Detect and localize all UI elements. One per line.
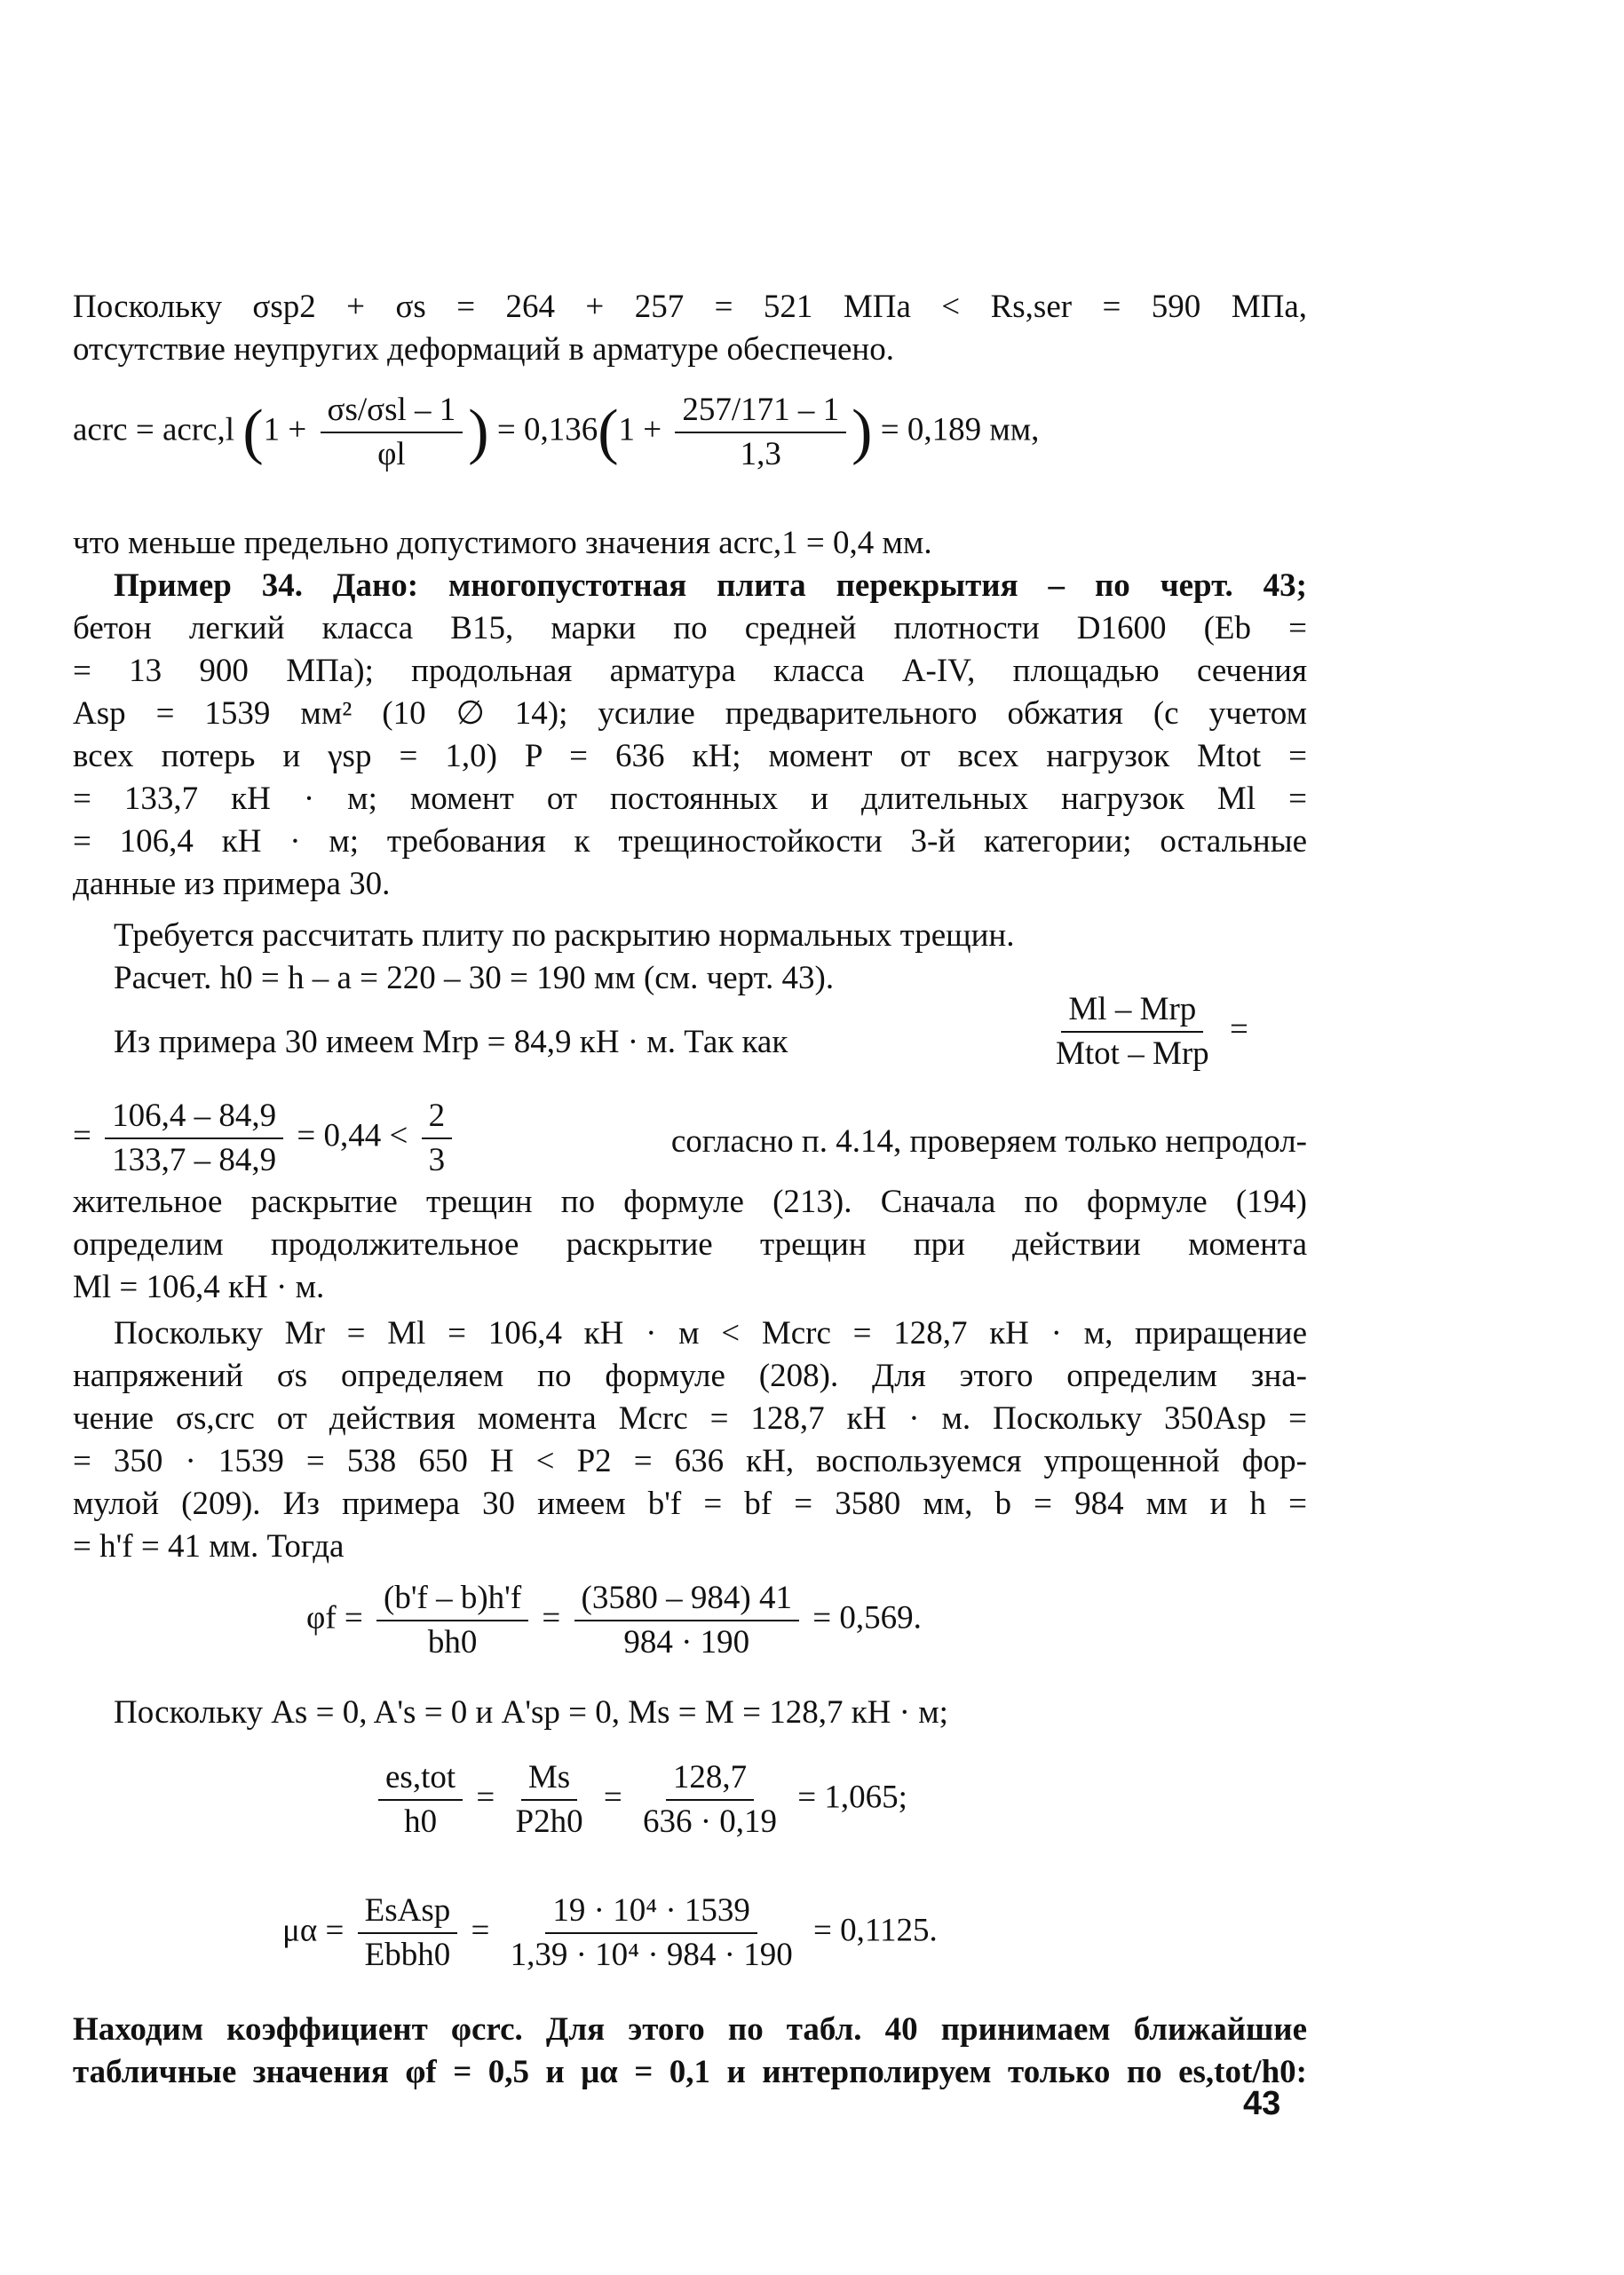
equation-es: $\frac{\text{es,tot}}{h0}$ = $\frac{Ms}{P2h0}$ = $\frac{128,7}{636 \cdot 0,19}$ = 1,065; (373, 1758, 907, 1842)
text-line: жительное раскрытие трещин по формуле (213). Сначала по формуле (194) (73, 1184, 1307, 1220)
text-line: Расчет. h0 = h – a = 220 – 30 = 190 мм (см. черт. 43). (114, 960, 835, 996)
eq-num: Ms (521, 1758, 577, 1801)
text-line: что меньше предельно допустимого значения acrc,1 = 0,4 мм. (73, 525, 932, 561)
eq-num: 128,7 (666, 1758, 754, 1801)
eq-num: Ml – Mrp (1061, 990, 1203, 1033)
eq-den: Mtot – Mrp (1056, 1035, 1209, 1072)
text-line: Asp = 1539 мм² (10 ∅ 14); усилие предварительного обжатия (с учетом (73, 695, 1307, 732)
eq-mid: = 0,44 < (297, 1117, 408, 1154)
eq-num: 19 · 10⁴ · 1539 (545, 1891, 757, 1934)
eq-num: σs/σsl – 1 (321, 391, 463, 433)
text-line: = 350 · 1539 = 538 650 Н < P2 = 636 кН, воспользуемся упрощенной фор- (73, 1443, 1307, 1479)
equation-ratio-lhs: $\frac{\text{Ml – Mrp}}{\text{Mtot – Mrp}}$ = (1043, 990, 1248, 1074)
text-line: определим продолжительное раскрытие трещин при действии момента (73, 1226, 1307, 1263)
eq-num: 2 (422, 1097, 453, 1139)
eq-den: Ebbh0 (364, 1937, 451, 1973)
text-line: согласно п. 4.14, проверяем только непродол- (670, 1123, 1307, 1160)
text-line: напряжений σs определяем по формуле (208). Для этого определим зна- (73, 1358, 1307, 1394)
text-line: Поскольку As = 0, A's = 0 и A'sp = 0, Ms = M = 128,7 кН · м; (114, 1694, 948, 1731)
eq-den: 636 · 0,19 (642, 1803, 778, 1840)
eq-lhs: μα = (282, 1912, 345, 1949)
eq-den: 133,7 – 84,9 (112, 1142, 277, 1178)
text-line: табличные значения φf = 0,5 и μα = 0,1 и интерполируем только по es,tot/h0: (73, 2054, 1307, 2090)
eq-num: 257/171 – 1 (675, 391, 846, 433)
equation-acrc: acrc = acrc,l (1 + $\frac{\text{σs/σsl – 1}}{\varphi l}$ ) = 0,136(1 + $\frac{257/171 - 1}{1,3}$ ) = 0,189 мм, (73, 392, 1040, 472)
eq-den: 1,39 · 10⁴ · 984 · 190 (510, 1937, 793, 1973)
text-line: отсутствие неупругих деформаций в арматуре обеспечено. (73, 331, 894, 368)
eq-den: 984 · 190 (623, 1624, 750, 1661)
eq-lhs: φf = (306, 1599, 363, 1637)
page-number: 43 (1243, 2085, 1281, 2122)
eq-rhs: = 1,065; (797, 1779, 907, 1816)
equation-mu: μα = $\frac{\text{EsAsp}}{\text{Ebbh0}}$ = $\frac{\text{19 · 10⁴ · 1539}}{\text{1,39 · 10⁴ · 984 · 190}}$ = 0,1125. (282, 1892, 938, 1973)
text-line: всех потерь и γsp = 1,0) P = 636 кН; момент от всех нагрузок Mtot = (73, 738, 1307, 774)
text-line: Поскольку σsp2 + σs = 264 + 257 = 521 МПа < Rs,ser = 590 МПа, (73, 289, 1307, 325)
text-line: = 106,4 кН · м; требования к трещиностойкости 3-й категории; остальные (73, 823, 1307, 860)
eq-num: (3580 – 984) 41 (574, 1579, 799, 1621)
text-line: = h'f = 41 мм. Тогда (73, 1528, 345, 1565)
eq-den: 1,3 (740, 436, 781, 472)
text-line: Ml = 106,4 кН · м. (73, 1269, 325, 1305)
eq-lhs: acrc = acrc,l (73, 411, 235, 448)
equation-phif: φf = $\frac{(b'f - b)h'f}{bh0}$ = $\frac{(3580 - 984) 41}{984 \cdot 190}$ = 0,569. (306, 1580, 922, 1661)
eq-den: 3 (428, 1142, 446, 1178)
text-line: Находим коэффициент φcrc. Для этого по табл. 40 принимаем ближайшие (73, 2011, 1307, 2048)
equation-ratio-rhs: = $\frac{106,4 - 84,9}{133,7 - 84,9}$ = 0,44 < $\frac{2}{3}$ (73, 1097, 457, 1180)
text-line: = 133,7 кН · м; момент от постоянных и длительных нагрузок Ml = (73, 781, 1307, 817)
text-line: бетон легкий класса В15, марки по средней плотности D1600 (Eb = (73, 610, 1307, 646)
text-line: данные из примера 30. (73, 866, 391, 902)
eq-den: P2h0 (515, 1803, 583, 1840)
eq-den: h0 (404, 1803, 438, 1840)
eq-num: es,tot (378, 1758, 463, 1801)
eq-num: EsAsp (358, 1891, 458, 1934)
text-line: мулой (209). Из примера 30 имеем b'f = bf = 3580 мм, b = 984 мм и h = (73, 1486, 1307, 1522)
text-line: = 13 900 МПа); продольная арматура класса A-IV, площадью сечения (73, 653, 1307, 689)
text-line: Поскольку Mr = Ml = 106,4 кН · м < Mcrc = 128,7 кН · м, приращение (114, 1315, 1307, 1352)
eq-num: 106,4 – 84,9 (105, 1097, 283, 1139)
eq-rhs: = 0,1125. (812, 1912, 938, 1949)
eq-mid: = 0,136 (496, 411, 598, 448)
eq-den: bh0 (427, 1624, 478, 1661)
text-line: чение σs,crc от действия момента Mcrc = 128,7 кН · м. Поскольку 350Asp = (73, 1400, 1307, 1437)
eq-den: φl (377, 436, 406, 472)
eq-num: (b'f – b)h'f (376, 1579, 528, 1621)
eq-rhs: = 0,189 мм, (880, 411, 1040, 448)
eq-rhs: = 0,569. (812, 1599, 922, 1637)
text-line: Требуется рассчитать плиту по раскрытию нормальных трещин. (114, 917, 1015, 954)
text-line: Из примера 30 имеем Mrp = 84,9 кН · м. Так как (114, 1024, 788, 1060)
example-heading: Пример 34. Дано: многопустотная плита перекрытия – по черт. 43; (114, 567, 1307, 604)
